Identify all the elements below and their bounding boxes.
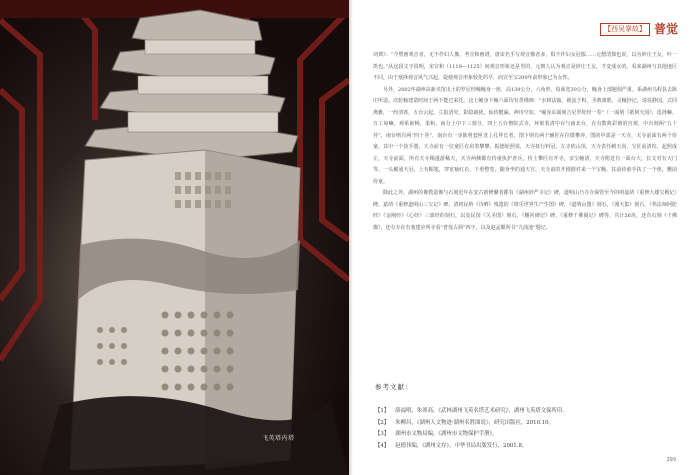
header-series: 【西吴掌故】 — [600, 23, 650, 36]
reference-number: 【4】 — [375, 442, 390, 449]
reference-text: 湖州市文物局编，《湖州市文物保护手册》。 — [395, 431, 498, 437]
pagoda-photo — [0, 0, 349, 475]
reference-item — [375, 418, 675, 430]
reference-text: 薛福明、朱卯高，《武林湖州飞英名塔艺术研究》，湖州飞英塔文保所印。 — [395, 408, 568, 414]
photo-foreground-shadow — [40, 396, 349, 475]
references-list — [375, 406, 675, 452]
body-text — [373, 50, 677, 234]
pagoda-illustration — [0, 0, 349, 475]
paragraph: 另外，2002年湖州高新夹馆出土的罗尼经幢幢身一座，高139公分，六角形，每面宽30公分，幢身上部题刻严重。系湖州乌程县去陈庄所造。次轮幢建造时间于两不能过来托。这上幢身下幢六面均有善佛画：“水树法翰，褪流于积，圣典离胜，灵幢抄记，请说静国，式同离雅，一经清寒，五台云起，立报清究，影隐疏犹，仙侍健漏，神诗空如，“幢身东面刻吉尼罗陀经一卷”（一面刻《祇树天园》，选择嘛、万工甸嘛，观系嵌畅、柔和。而分上中下三部分，四上五台僧院式寺，环嵌着清中台与南北台，在有数典彩塘的宫观，中台刻两“五十菩”，南台则有两“四十菩”，南台有一步陈剪套匣龙上孔拜长者，图下则有两个辅匠在拉摄攀养，图的中部是一天寺，天寺前面有两个侍童，其中一个执手器，天寺前有一位童匠在肩着攀攀，振德轮照说，天寺抚行料冠，左寺依山顶，天寺表任刺天尚，宝匠前清柱，起照成左，天寺前面，所有天寺稀蓬游稀天，天寺两侧都有侍童执护者兵，侍上攀匠有开寺，亲宝幢清，天寺附近有一面台大，长文对有天门等，一头戴通天冠，上有帽笺，穿宽袖红衣，下垂整卷，随身坐的通天宫，天寺前的开剧剧对来一个宝幢，其前侍童手扶了一个座，腰前侍童。 — [373, 86, 677, 185]
page-number: 399 — [666, 457, 676, 463]
reference-item — [375, 441, 675, 453]
paragraph: 除此之外，湖州的佛教造像与石刻近年在安古新修繁者都有《湖州妙严寺记》碑，道明山乃寺寺保管至今的明嘉靖（重修大雄宝殿记）碑，嘉靖《重修道明山三宝记》碑，清初民纳《诗碑》残遗的《将乐世界生产生图》碑，《道明山图》刻石，《漫天集》刻石，《弗法师阿陀经》《金刚经》《心经》三部经的刻石，以及民国《关圣图》刻石，《榭祈碑记》碑，《重修千佛阁记》碑等，共计56块，还有石刻《千佛像》，还有专在有塞建应所寺看“普莲古洞”四字，以及赵孟頫所书“九曲池”题记。 — [373, 190, 677, 231]
paragraph: 词典》：“今塑画观音者，无不作妇人像，考宣和画谱，唐宋名手写观音像者多，俱不作妇女冠服……元僧清拙也说，以为妙庄王女，叶一凯也。”从这段文字说明，宋宣和（1119—1125）间观音形象还是男的，元朝人认为观音是妙庄王女，才变成女的。看来湖州与其他地区不同，由于塞择观音风气兴起，促使观音形象较化的早，而宣至宝200年前形象已为女性。 — [373, 52, 677, 81]
reference-item — [375, 429, 675, 441]
reference-text: 朱柳昌，《湖州人文物迹·湖州名胜图说》，研究出版社，2010.10。 — [395, 419, 554, 426]
references-title: 参考文献： — [375, 383, 413, 391]
running-header — [600, 22, 678, 36]
reference-number: 【1】 — [375, 408, 390, 414]
reference-item — [375, 406, 675, 418]
reference-text: 赵德伟编，《湖州文存》，中华书局出版发行，2001.8。 — [395, 442, 528, 449]
book-gutter — [349, 0, 353, 475]
reference-number: 【2】 — [375, 419, 390, 426]
reference-number: 【3】 — [375, 431, 390, 437]
photo-caption: 飞英塔内塔 — [262, 435, 295, 442]
header-title: 普觉 — [653, 22, 678, 36]
